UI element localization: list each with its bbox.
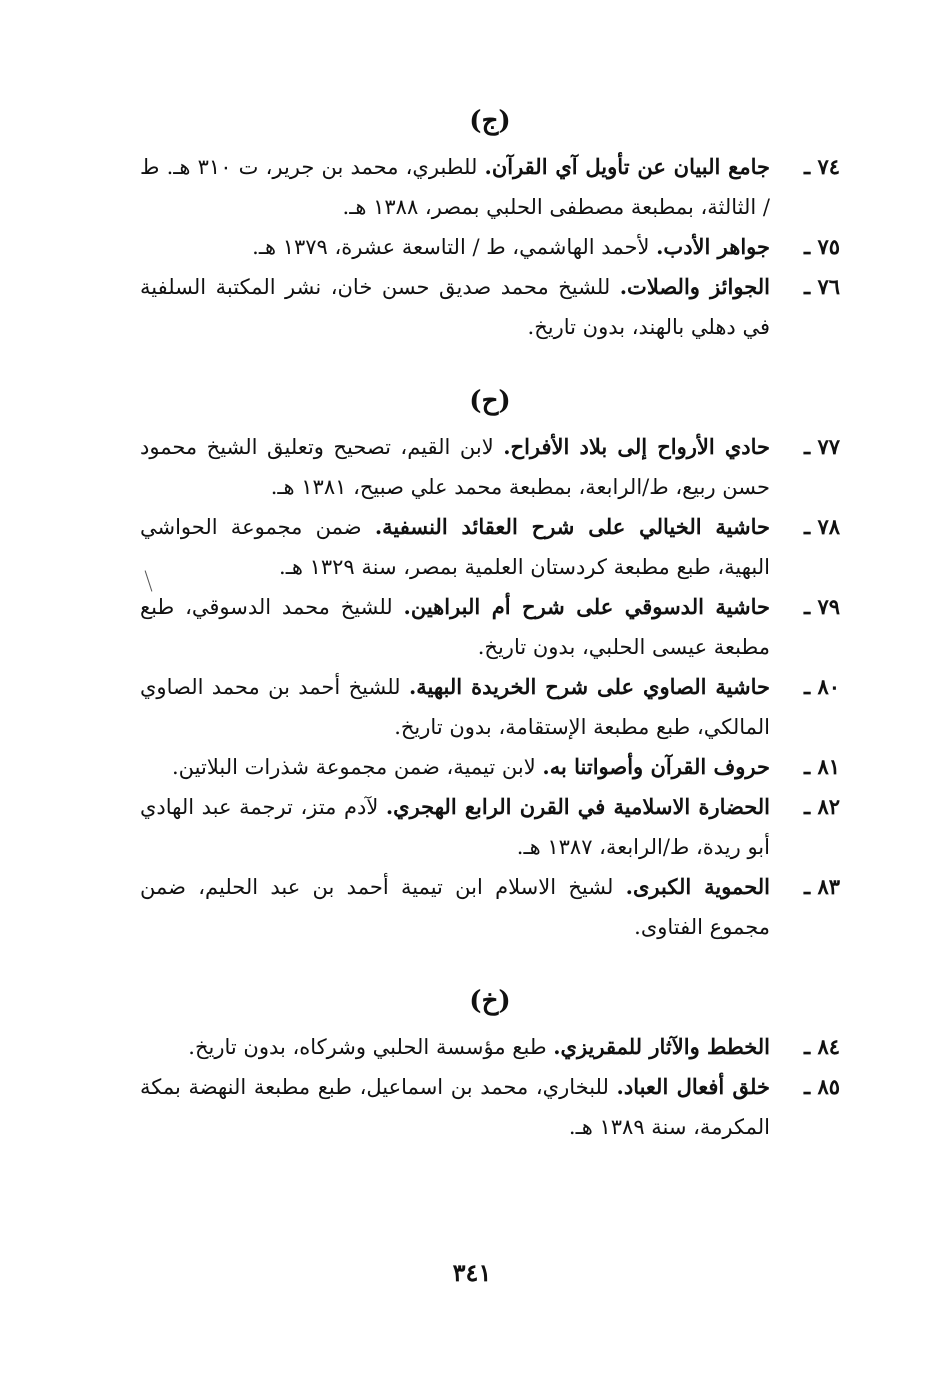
bibliography-entry: [140, 787, 840, 867]
section-kha: [140, 975, 840, 1147]
section-ha: [140, 375, 840, 975]
entry-number: ٨٠ ـ: [803, 674, 840, 699]
entry-title: حادي الأرواح إلى بلاد الأفراح.: [503, 434, 771, 459]
entry-title: حروف القرآن وأصواتنا به.: [542, 754, 770, 779]
entry-number: ٧٤ ـ: [803, 154, 840, 179]
section-heading: (خ): [469, 986, 511, 1016]
section-heading: (ج): [469, 106, 511, 136]
entry-text: للشيخ محمد الدسوقي، طبع مطبعة عيسى الحلبي، بدون تاريخ.: [140, 595, 770, 659]
entry-number: ٨٤ ـ: [803, 1034, 840, 1059]
entry-text: للشيخ محمد صديق حسن خان، نشر المكتبة السلفية في دهلي بالهند، بدون تاريخ.: [140, 275, 770, 339]
entry-number: ٨٣ ـ: [803, 874, 840, 899]
entry-text: للطبري، محمد بن جرير، ت ٣١٠ هـ. ط / الثالثة، بمطبعة مصطفى الحلبي بمصر، ١٣٨٨ هـ.: [140, 155, 770, 219]
entry-number: ٧٦ ـ: [803, 274, 840, 299]
bibliography-entry: [140, 147, 840, 227]
entry-text: للشيخ أحمد بن محمد الصاوي المالكي، طبع مطبعة الإستقامة، بدون تاريخ.: [140, 675, 770, 739]
bibliography-entry: [140, 867, 840, 947]
entry-text: لابن القيم، تصحيح وتعليق الشيخ محمود حسن ربيع، ط/الرابعة، بمطبعة محمد علي صبيح، ١٣٨١ هـ.: [140, 435, 770, 499]
entry-text: للبخاري، محمد بن اسماعيل، طبع مطبعة النهضة بمكة المكرمة، سنة ١٣٨٩ هـ.: [140, 1075, 770, 1139]
entry-number: ٧٧ ـ: [803, 434, 840, 459]
entry-text: لشيخ الاسلام ابن تيمية أحمد بن عبد الحليم، ضمن مجموع الفتاوى.: [140, 875, 770, 939]
entry-number: ٨٢ ـ: [803, 794, 840, 819]
section-heading: (ح): [469, 386, 511, 416]
bibliography-entry: [140, 747, 840, 787]
entry-number: ٧٥ ـ: [803, 234, 840, 259]
bibliography-entry: [140, 267, 840, 347]
bibliography-entry: [140, 507, 840, 587]
entry-number: ٧٩ ـ: [803, 594, 840, 619]
entry-title: حاشية الدسوقي على شرح أم البراهين.: [403, 594, 770, 619]
entry-title: حاشية الخيالي على شرح العقائد النسفية.: [374, 514, 770, 539]
entry-title: الحموية الكبرى.: [625, 874, 770, 899]
bibliography-entry: [140, 667, 840, 747]
page-number: ٣٤١: [452, 1258, 492, 1287]
entry-title: جواهر الأدب.: [656, 234, 770, 259]
entry-title: خلق أفعال العباد.: [616, 1074, 770, 1099]
entry-title: الجوائز والصلات.: [619, 274, 770, 299]
bibliography-entry: [140, 427, 840, 507]
entry-text: لأحمد الهاشمي، ط / التاسعة عشرة، ١٣٧٩ هـ.: [252, 235, 657, 259]
entry-title: جامع البيان عن تأويل آي القرآن.: [484, 154, 770, 179]
bibliography-entry: [140, 227, 840, 267]
bibliography-entry: [140, 1027, 840, 1067]
entry-text: لآدم متز، ترجمة عبد الهادي أبو ريدة، ط/الرابعة، ١٣٨٧ هـ.: [140, 795, 770, 859]
entry-text: طبع مؤسسة الحلبي وشركاه، بدون تاريخ.: [188, 1035, 554, 1059]
entry-number: ٧٨ ـ: [803, 514, 840, 539]
entry-text: لابن تيمية، ضمن مجموعة شذرات البلاتين.: [171, 755, 543, 779]
section-jim: [140, 95, 840, 375]
bibliography-page: [140, 95, 840, 1147]
entry-number: ٨٥ ـ: [803, 1074, 840, 1099]
bibliography-entry: [140, 587, 840, 667]
entry-title: حاشية الصاوي على شرح الخريدة البهية.: [408, 674, 770, 699]
entry-title: الحضارة الاسلامية في القرن الرابع الهجري.: [385, 794, 770, 819]
entry-number: ٨١ ـ: [803, 754, 840, 779]
entry-text: ضمن مجموعة الحواشي البهية، طبع مطبعة كردستان العلمية بمصر، سنة ١٣٢٩ هـ.: [140, 515, 770, 579]
bibliography-entry: [140, 1067, 840, 1147]
entry-title: الخطط والآثار للمقريزي.: [553, 1034, 770, 1059]
